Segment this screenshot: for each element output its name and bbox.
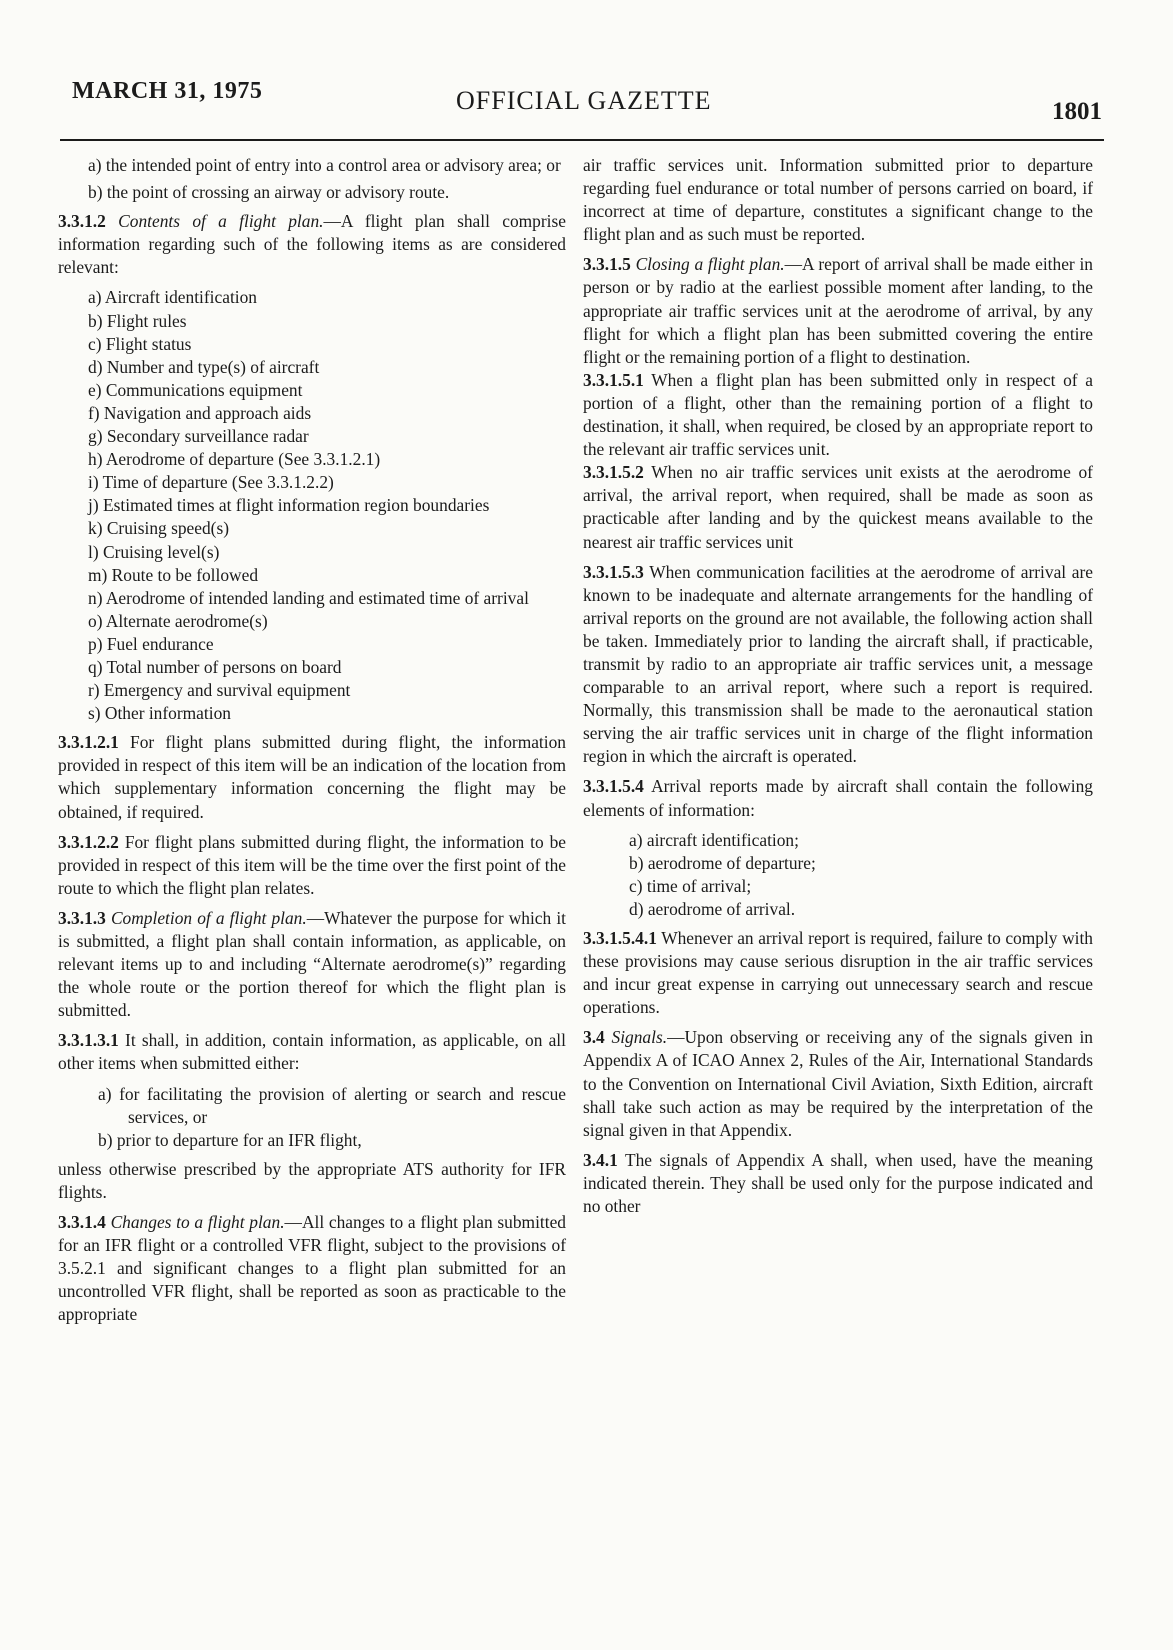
list-item: l) Cruising level(s): [88, 541, 220, 562]
section-3-3-1-5-4-1: [583, 927, 1093, 1019]
section-text: —A report of arrival shall be made either in person or by radio at the earliest possible moment after landing, to the appropriate air traffic services unit at the aerodrome of arrival, by any flight for which a flight plan has been submitted covering the entire flight or the remaining portion of a flight to destination.: [583, 254, 1093, 367]
section-3-4: [583, 1026, 1093, 1141]
section-text: —Whatever the purpose for which it is submitted, a flight plan shall contain information, as applicable, on relevant items up to and including “Alternate aerodrome(s)” regarding the whole route or the portion thereof for which the flight plan is submitted.: [58, 907, 566, 1021]
section-heading: Closing a flight plan.: [635, 254, 785, 275]
section-text: —All changes to a flight plan submitted for an IFR flight or a controlled VFR flight, subject to the provisions of 3.5.2.1 and significant changes to a flight plan submitted for an uncontrolled VFR flight, shall be reported as soon as practicable to the appropriate: [58, 1212, 566, 1325]
section-3-3-1-3: [58, 907, 566, 1022]
section-number: 3.4: [583, 1027, 605, 1048]
list-item: b) Flight rules: [88, 310, 187, 331]
flight-plan-items: [58, 286, 566, 725]
page-number: 1801: [1052, 98, 1102, 125]
section-text: Arrival reports made by aircraft shall contain the following elements of information:: [583, 776, 1093, 820]
section-heading: Contents of a flight plan.: [118, 211, 324, 232]
entry-point-list: [58, 154, 566, 204]
section-number: 3.3.1.2: [58, 211, 106, 232]
section-number: 3.3.1.5.2: [583, 462, 644, 483]
section-heading: Signals.: [611, 1027, 668, 1048]
unless-clause: unless otherwise prescribed by the appropriate ATS authority for IFR flights.: [58, 1158, 566, 1202]
section-3-4-1: [583, 1149, 1093, 1218]
list-item: d) Number and type(s) of aircraft: [88, 356, 320, 377]
section-text: It shall, in addition, contain information, as applicable, on all other items when submitted either:: [58, 1030, 566, 1074]
list-item: a) the intended point of entry into a control area or advisory area; or: [88, 155, 561, 175]
section-number: 3.3.1.5.1: [583, 369, 644, 390]
section-3-3-1-5-2: [583, 461, 1093, 553]
section-3-3-1-5-1: [583, 369, 1093, 461]
section-number: 3.3.1.4: [58, 1212, 106, 1233]
list-item: a) aircraft identification;: [629, 829, 799, 850]
section-text: —Upon observing or receiving any of the signals given in Appendix A of ICAO Annex 2, Rules of the Air, International Standards to the Convention on International Civil Aviation, Sixth Edition, aircraft shall take such action as may be required by the interpretation of the signal given in that Appendix.: [583, 1027, 1093, 1140]
list-item: a) Aircraft identification: [88, 287, 257, 308]
section-3-3-1-2-1: [58, 731, 566, 823]
list-item: k) Cruising speed(s): [88, 518, 230, 539]
section-number: 3.3.1.5.3: [583, 561, 644, 582]
header-rule: [60, 139, 1104, 141]
section-number: 3.4.1: [583, 1149, 618, 1170]
arrival-elements-list: [583, 829, 1093, 921]
list-item: p) Fuel endurance: [88, 633, 214, 654]
list-item: b) prior to departure for an IFR flight,: [98, 1129, 362, 1150]
list-item: g) Secondary surveillance radar: [88, 426, 309, 447]
section-text: When communication facilities at the aerodrome of arrival are known to be inadequate and alternate arrangements for the handling of arrival reports on the ground are not available, the following action shall be taken. Immediately prior to landing the aircraft shall, if practicable, transmit by radio to an appropriate air traffic services unit, a message comparable to an arrival report, where such a report is required. Normally, this transmission shall be made to the aeronautical station serving the air traffic services unit in charge of the flight information region in which the aircraft is operated.: [583, 561, 1093, 767]
continued-text: air traffic services unit. Information submitted prior to departure regarding fuel endurance or total number of persons carried on board, if incorrect at time of departure, constitutes a significant change to the flight plan and as such must be reported.: [583, 155, 1093, 245]
section-number: 3.3.1.5: [583, 254, 631, 275]
list-item: e) Communications equipment: [88, 379, 303, 400]
list-item: c) Flight status: [88, 333, 192, 354]
section-3-3-1-5: [583, 253, 1093, 368]
list-item: c) time of arrival;: [629, 875, 752, 896]
page-header: [72, 78, 1102, 128]
list-item: s) Other information: [88, 703, 231, 724]
list-item: a) for facilitating the provision of alerting or search and rescue services, or: [98, 1083, 566, 1127]
section-number: 3.3.1.5.4: [583, 776, 644, 797]
right-column: [583, 154, 1093, 1218]
header-date: MARCH 31, 1975: [72, 78, 263, 104]
section-text: For flight plans submitted during flight, the information to be provided in respect of this item will be the time over the first point of the route to which the flight plan relates.: [58, 831, 566, 898]
section-3-3-1-5-4: [583, 775, 1093, 821]
section-heading: Changes to a flight plan.: [110, 1212, 285, 1233]
list-item: r) Emergency and survival equipment: [88, 680, 351, 701]
section-number: 3.3.1.3: [58, 907, 106, 928]
section-number: 3.3.1.2.1: [58, 732, 119, 753]
section-text: For flight plans submitted during flight, the information provided in respect of this item will be an indication of the location from which supplementary information concerning the flight may be obtained, if required.: [58, 732, 566, 822]
section-text: The signals of Appendix A shall, when used, have the meaning indicated therein. They shall be used only for the purpose indicated and no other: [583, 1149, 1093, 1217]
section-text: —A flight plan shall comprise information regarding such of the following items as are considered relevant:: [58, 211, 566, 278]
section-number: 3.3.1.3.1: [58, 1030, 119, 1051]
section-3-3-1-2-2: [58, 831, 566, 900]
section-3-3-1-4: [58, 1211, 566, 1326]
list-item: j) Estimated times at flight information region boundaries: [88, 495, 490, 516]
section-heading: Completion of a flight plan.: [110, 907, 307, 928]
list-item: d) aerodrome of arrival.: [629, 898, 796, 919]
list-item: b) aerodrome of departure;: [629, 852, 816, 873]
list-item: b) the point of crossing an airway or advisory route.: [88, 182, 450, 203]
list-item: m) Route to be followed: [88, 564, 259, 585]
list-item: i) Time of departure (See 3.3.1.2.2): [88, 472, 334, 493]
section-3-3-1-3-1: [58, 1029, 566, 1075]
list-item: q) Total number of persons on board: [88, 656, 342, 677]
left-column: [58, 154, 566, 1327]
header-title: OFFICIAL GAZETTE: [456, 86, 712, 115]
section-number: 3.3.1.2.2: [58, 831, 119, 852]
section-number: 3.3.1.5.4.1: [583, 928, 657, 948]
either-list: [58, 1083, 566, 1152]
section-text: Whenever an arrival report is required, failure to comply with these provisions may cause serious disruption in the air traffic services and incur great expense in carrying out unnecessary search and rescue operations.: [583, 928, 1093, 1018]
list-item: o) Alternate aerodrome(s): [88, 610, 268, 631]
section-3-3-1-2: [58, 210, 566, 279]
list-item: n) Aerodrome of intended landing and estimated time of arrival: [88, 587, 529, 608]
section-text: When no air traffic services unit exists at the aerodrome of arrival, the arrival report, when required, shall be made as soon as practicable after landing and by the quickest means available to the nearest air traffic services unit: [583, 462, 1093, 552]
section-3-3-1-5-3: [583, 561, 1093, 769]
section-text: When a flight plan has been submitted only in respect of a portion of a flight, other than the remaining portion of a flight to destination, it shall, when required, be closed by an appropriate report to the relevant air traffic services unit.: [583, 369, 1093, 460]
list-item: f) Navigation and approach aids: [88, 402, 312, 423]
list-item: h) Aerodrome of departure (See 3.3.1.2.1): [88, 449, 381, 470]
